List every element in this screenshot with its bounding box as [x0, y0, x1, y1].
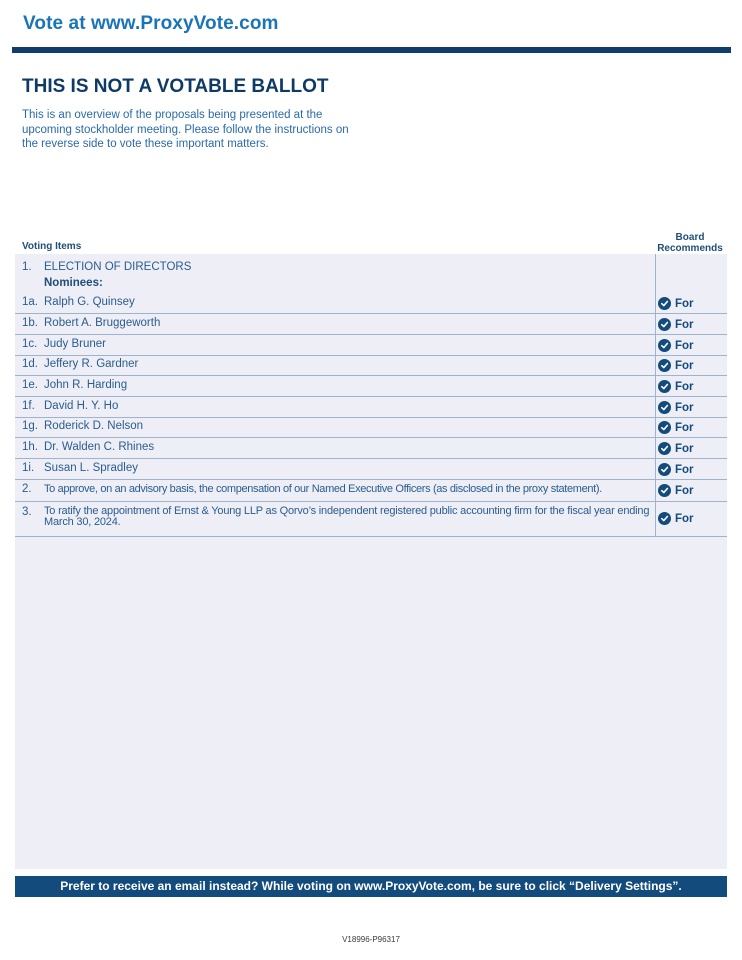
- board-header-line1: Board: [675, 232, 705, 243]
- item-number: 1h.: [22, 441, 38, 453]
- table-row: [15, 376, 727, 397]
- item-text: David H. Y. Ho: [44, 400, 119, 412]
- check-circle-icon: [658, 401, 671, 414]
- delivery-settings-banner: Prefer to receive an email instead? While voting on www.ProxyVote.com, be sure to click “Delivery Settings”.: [15, 876, 727, 897]
- table-row: [15, 459, 727, 480]
- item-number: 1e.: [22, 379, 38, 391]
- table-row: [15, 356, 727, 376]
- voting-items-header: Voting Items: [22, 241, 82, 252]
- proxyvote-link[interactable]: Vote at www.ProxyVote.com: [23, 13, 279, 34]
- check-circle-icon: [658, 359, 671, 372]
- recommendation-label: For: [675, 442, 694, 455]
- item-number: 3.: [22, 506, 32, 518]
- check-circle-icon: [658, 484, 671, 497]
- item-number: 1g.: [22, 420, 38, 432]
- recommendation-label: For: [675, 339, 694, 352]
- item-number: 1f.: [22, 400, 35, 412]
- item-text: Dr. Walden C. Rhines: [44, 441, 155, 453]
- board-header-line2: Recommends: [657, 243, 723, 254]
- recommendation: [658, 318, 694, 331]
- recommendation: [658, 484, 694, 497]
- item-text: Ralph G. Quinsey: [44, 296, 135, 308]
- check-circle-icon: [658, 421, 671, 434]
- table-row: [15, 293, 727, 314]
- table-row: [15, 397, 727, 418]
- item-text: Judy Bruner: [44, 338, 107, 350]
- check-circle-icon: [658, 512, 671, 525]
- item-text: Robert A. Bruggeworth: [44, 317, 161, 329]
- item-text: Susan L. Spradley: [44, 462, 138, 474]
- recommendation: [658, 359, 694, 372]
- page-title: THIS IS NOT A VOTABLE BALLOT: [22, 76, 329, 97]
- recommendation: [658, 380, 694, 393]
- nominees-label: Nominees:: [44, 277, 103, 289]
- header-rule: [12, 47, 731, 53]
- item-text: To ratify the appointment of Ernst & Young LLP as Qorvo’s independent registered public accounting firm for the fiscal year ending March 30, 2024.: [44, 505, 650, 528]
- check-circle-icon: [658, 463, 671, 476]
- table-row: [15, 314, 727, 335]
- recommendation-label: For: [675, 512, 694, 525]
- election-number: 1.: [22, 261, 32, 273]
- item-number: 1c.: [22, 338, 38, 350]
- recommendation: [658, 512, 694, 525]
- recommendation-label: For: [675, 359, 694, 372]
- item-number: 2.: [22, 483, 32, 495]
- recommendation-label: For: [675, 421, 694, 434]
- check-circle-icon: [658, 380, 671, 393]
- table-row: [15, 480, 727, 502]
- election-heading-row: [15, 254, 727, 293]
- recommendation-label: For: [675, 318, 694, 331]
- recommendation: [658, 421, 694, 434]
- item-text: Jeffery R. Gardner: [44, 358, 139, 370]
- item-text: Roderick D. Nelson: [44, 420, 144, 432]
- item-number: 1b.: [22, 317, 38, 329]
- board-recommends-header: [653, 232, 727, 254]
- item-number: 1a.: [22, 296, 38, 308]
- recommendation-label: For: [675, 463, 694, 476]
- item-number: 1i.: [22, 462, 35, 474]
- document-code: V18996-P96317: [342, 935, 400, 944]
- check-circle-icon: [658, 297, 671, 310]
- item-text: John R. Harding: [44, 379, 128, 391]
- table-row: [15, 502, 727, 537]
- table-row: [15, 335, 727, 356]
- recommendation-label: For: [675, 380, 694, 393]
- recommendation: [658, 297, 694, 310]
- item-text: To approve, on an advisory basis, the compensation of our Named Executive Officers (as disclosed in the proxy statement).: [44, 483, 602, 495]
- election-title: ELECTION OF DIRECTORS: [44, 261, 192, 273]
- table-row: [15, 418, 727, 438]
- item-number: 1d.: [22, 358, 38, 370]
- intro-text: This is an overview of the proposals being presented at the upcoming stockholder meeting. Please follow the instructions on the reverse side to vote these important matters.: [22, 109, 349, 150]
- check-circle-icon: [658, 442, 671, 455]
- recommendation: [658, 442, 694, 455]
- recommendation-label: For: [675, 401, 694, 414]
- recommendation: [658, 339, 694, 352]
- recommendation-label: For: [675, 484, 694, 497]
- recommendation-label: For: [675, 297, 694, 310]
- recommendation: [658, 463, 694, 476]
- column-divider: [655, 254, 656, 537]
- check-circle-icon: [658, 339, 671, 352]
- check-circle-icon: [658, 318, 671, 331]
- table-row: [15, 438, 727, 459]
- recommendation: [658, 401, 694, 414]
